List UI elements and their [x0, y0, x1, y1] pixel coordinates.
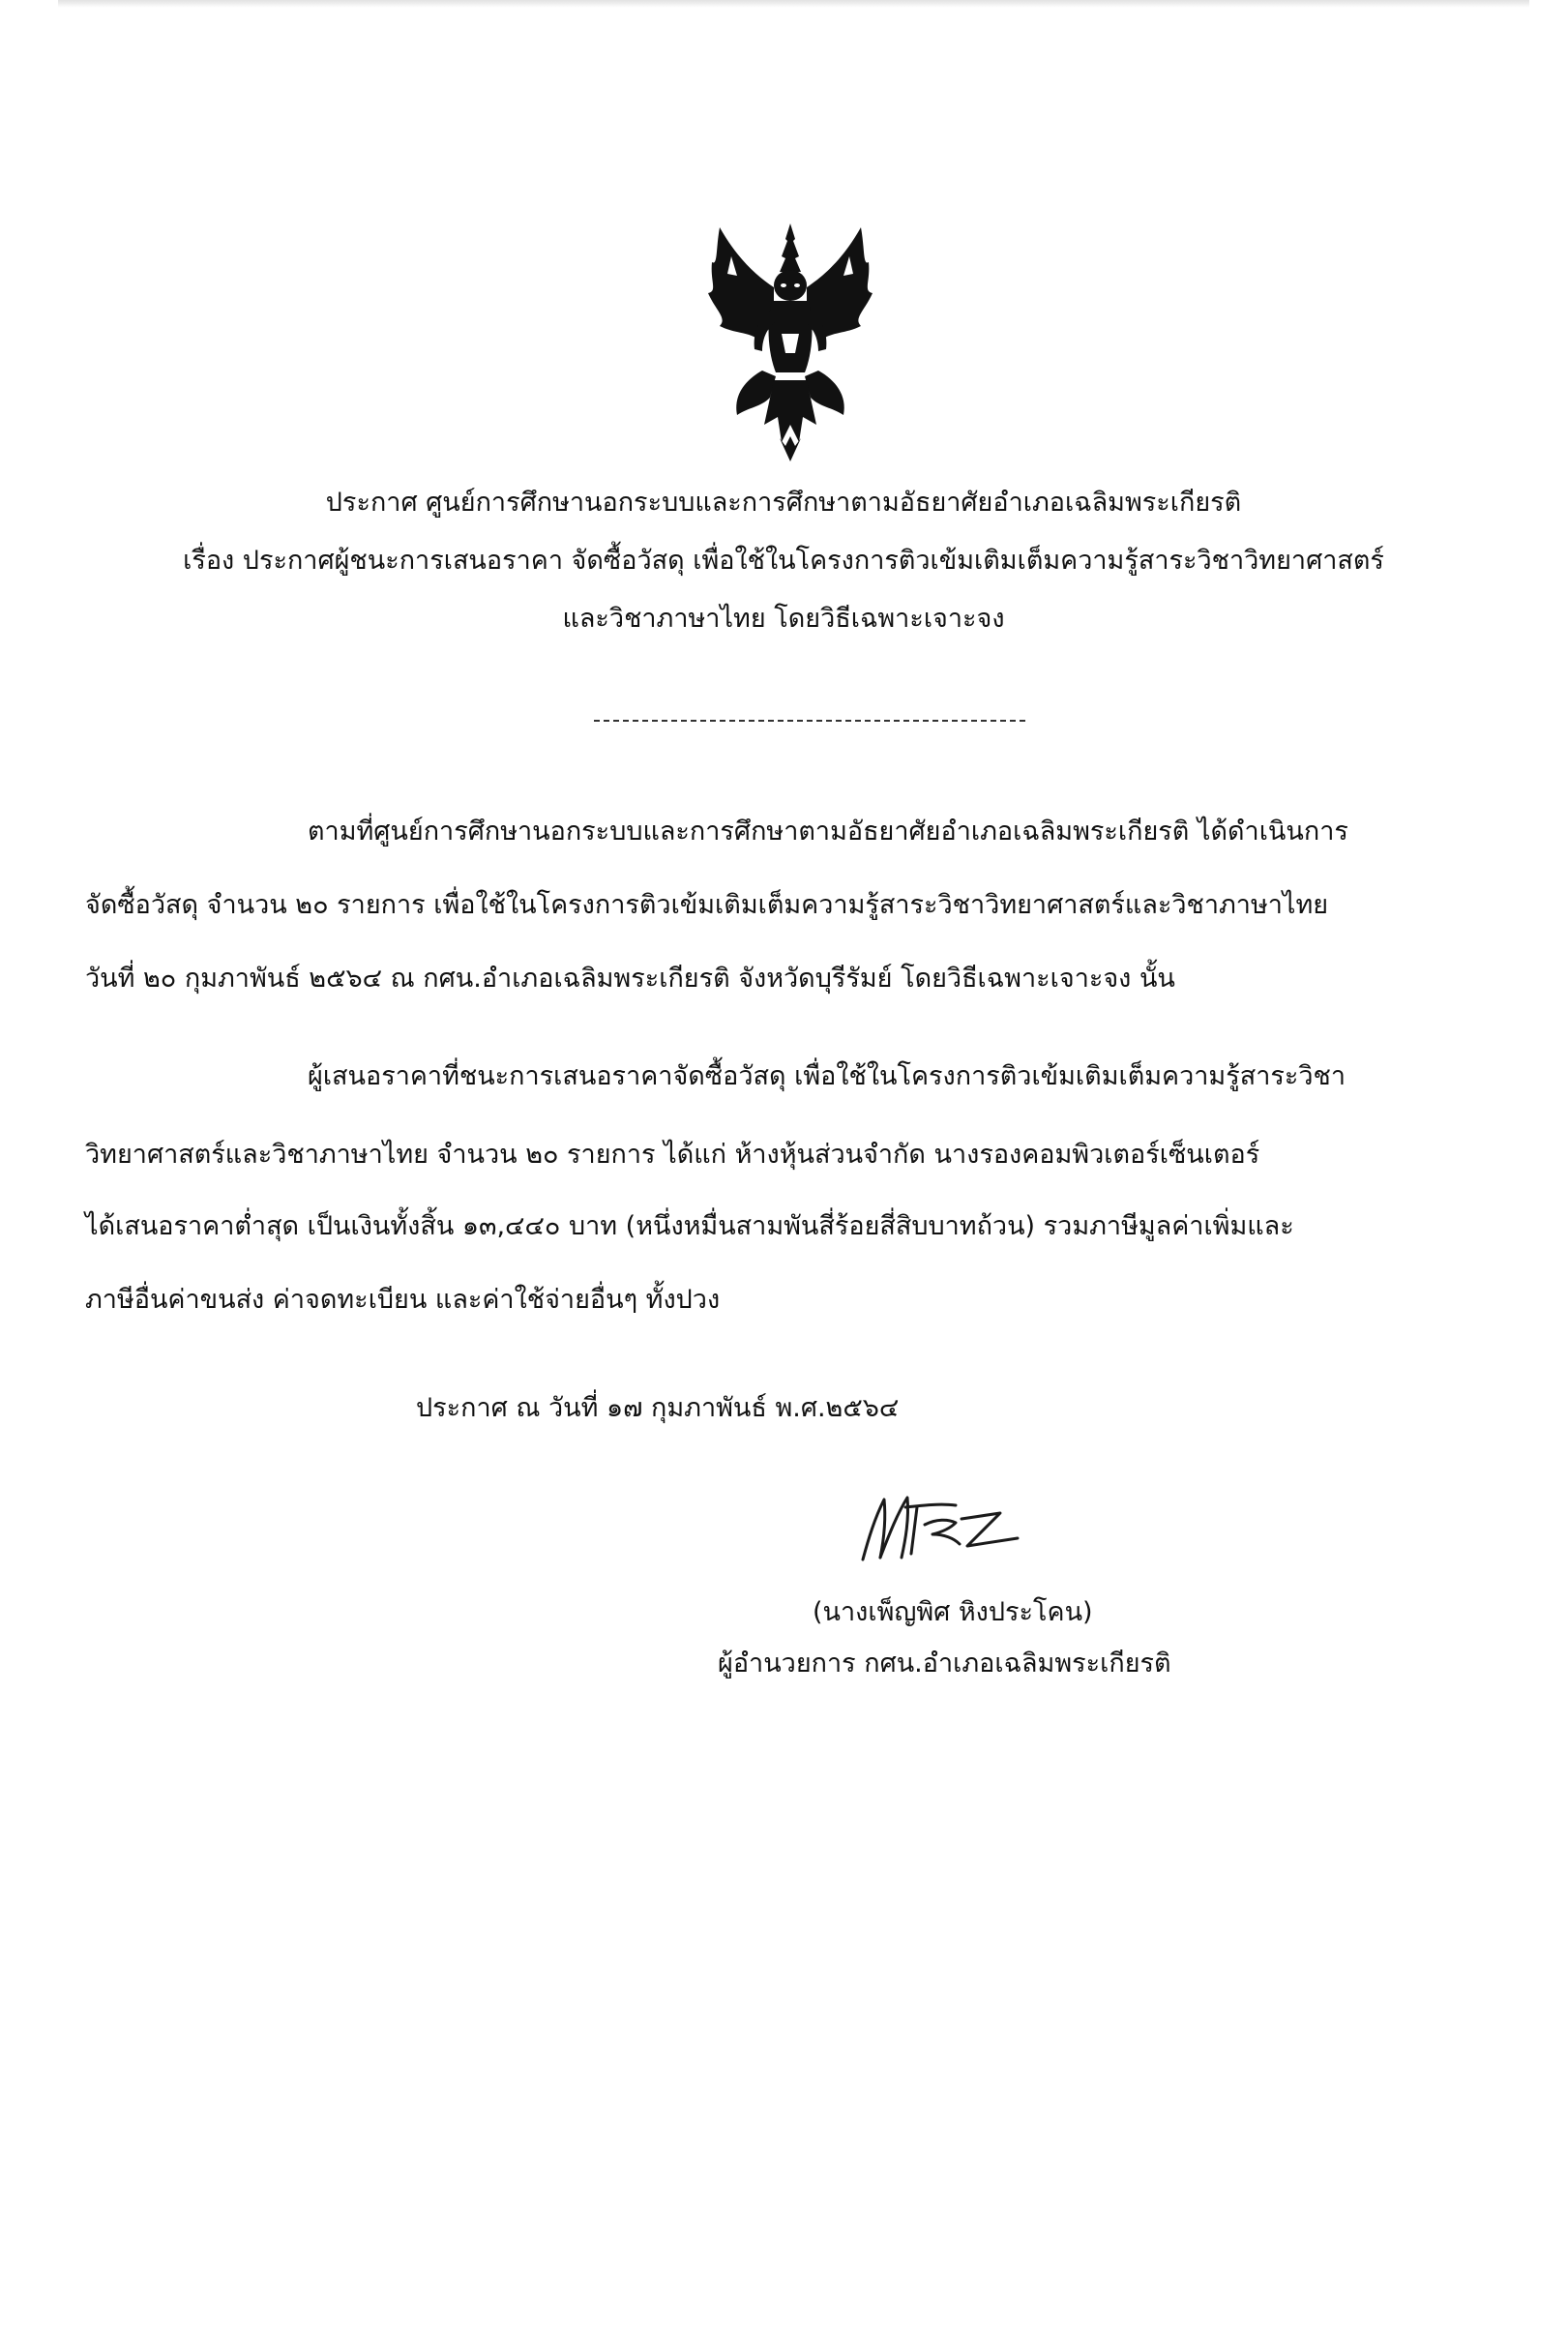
paragraph-2-line-1: ผู้เสนอราคาที่ชนะการเสนอราคาจัดซื้อวัสดุ เพื่อใช้ในโครงการติวเข้มเติมเต็มความรู้สาระวิชา	[308, 1061, 1346, 1091]
paragraph-1-line-3: วันที่ ๒๐ กุมภาพันธ์ ๒๕๖๔ ณ กศน.อำเภอเฉลิมพระเกียรติ จังหวัดบุรีรัมย์ โดยวิธีเฉพาะเจาะจง นั้น	[85, 964, 1175, 994]
announcement-issuer: ประกาศ ศูนย์การศึกษานอกระบบและการศึกษาตามอัธยาศัยอำเภอเฉลิมพระเกียรติ	[325, 488, 1242, 518]
garuda-emblem-icon	[698, 218, 882, 464]
header-divider	[594, 720, 1025, 722]
signatory-name: (นางเพ็ญพิศ หิงประโคน)	[813, 1597, 1093, 1627]
paragraph-2-line-3: ได้เสนอราคาต่ำสุด เป็นเงินทั้งสิ้น ๑๓,๔๔๐ บาท (หนึ่งหมื่นสามพันสี่ร้อยสี่สิบบาทถ้วน) รวมภาษีมูลค่าเพิ่มและ	[85, 1211, 1294, 1241]
paragraph-2-line-2: วิทยาศาสตร์และวิชาภาษาไทย จำนวน ๒๐ รายการ ได้แก่ ห้างหุ้นส่วนจำกัด นางรองคอมพิวเตอร์เซ็นเตอร์	[85, 1140, 1260, 1170]
scan-edge-shadow	[58, 0, 1529, 8]
signatory-title: ผู้อำนวยการ กศน.อำเภอเฉลิมพระเกียรติ	[718, 1649, 1171, 1679]
paragraph-1-line-2: จัดซื้อวัสดุ จำนวน ๒๐ รายการ เพื่อใช้ในโครงการติวเข้มเติมเต็มความรู้สาระวิชาวิทยาศาสตร์และวิชาภาษาไทย	[85, 890, 1329, 920]
announcement-date: ประกาศ ณ วันที่ ๑๗ กุมภาพันธ์ พ.ศ.๒๕๖๔	[416, 1393, 900, 1423]
handwritten-signature	[855, 1490, 1029, 1567]
paragraph-2-line-4: ภาษีอื่นค่าขนส่ง ค่าจดทะเบียน และค่าใช้จ่ายอื่นๆ ทั้งปวง	[85, 1285, 721, 1315]
announcement-subject: เรื่อง ประกาศผู้ชนะการเสนอราคา จัดซื้อวัสดุ เพื่อใช้ในโครงการติวเข้มเติมเต็มความรู้สาระวิชาวิทยาศาสตร์	[183, 546, 1384, 576]
announcement-subject-continued: และวิชาภาษาไทย โดยวิธีเฉพาะเจาะจง	[562, 604, 1005, 634]
paragraph-1-line-1: ตามที่ศูนย์การศึกษานอกระบบและการศึกษาตามอัธยาศัยอำเภอเฉลิมพระเกียรติ ได้ดำเนินการ	[308, 817, 1348, 847]
